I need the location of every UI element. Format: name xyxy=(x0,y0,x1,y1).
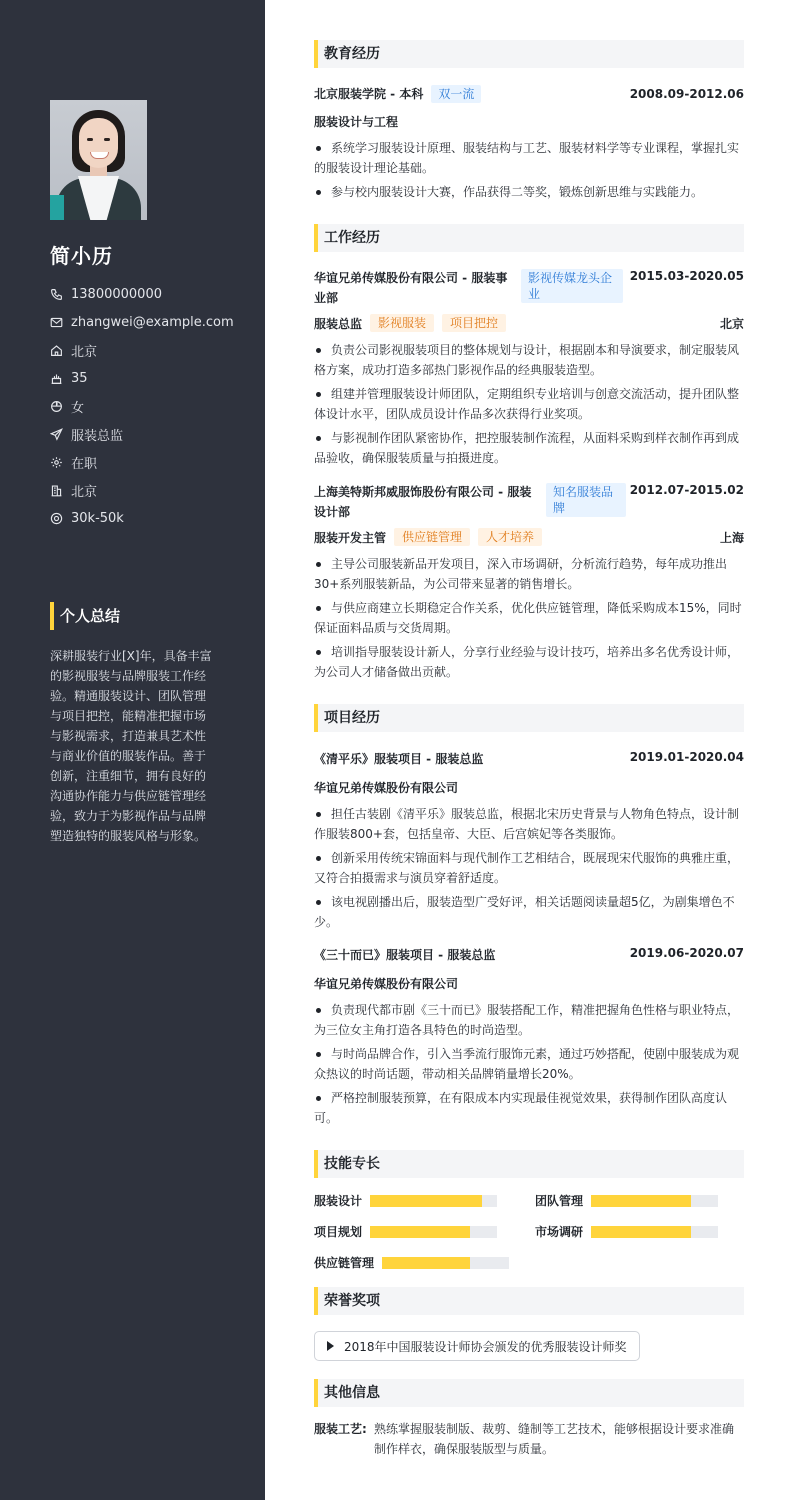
skill-name: 团队管理 xyxy=(535,1194,584,1208)
summary-title: 个人总结 xyxy=(50,602,120,630)
sidebar xyxy=(0,0,265,1500)
project-period: 2019.06-2020.07 xyxy=(629,946,744,960)
award-item[interactable] xyxy=(314,1331,640,1361)
projects-section-title: 项目经历 xyxy=(314,704,744,732)
contact-info-list xyxy=(50,280,234,532)
settings-icon xyxy=(50,456,63,469)
list-item: 与供应商建立长期稳定合作关系，优化供应链管理，降低采购成本15%，同时保证面料品质与交货周期。 xyxy=(314,598,744,638)
job-header xyxy=(314,268,744,308)
project-name: 《三十而已》服装项目 - 服装总监 xyxy=(314,948,496,962)
info-gender xyxy=(50,392,234,420)
list-item: 负责公司影视服装项目的整体规划与设计，根据剧本和导演要求，制定服装风格方案，成功打造多部热门影视作品的经典服装造型。 xyxy=(314,340,744,380)
project-header xyxy=(314,946,744,963)
skill-bar-fill xyxy=(591,1226,691,1238)
building-icon xyxy=(50,484,63,497)
gender-icon xyxy=(50,400,63,413)
project-org: 华谊兄弟传媒股份有限公司 xyxy=(314,977,459,991)
education-header xyxy=(314,85,744,103)
project-name: 《清平乐》服装项目 - 服装总监 xyxy=(314,752,484,766)
school-tag: 双一流 xyxy=(431,85,481,103)
main-content xyxy=(314,40,744,1459)
list-item: 培训指导服装设计新人，分享行业经验与设计技巧，培养出多名优秀设计师，为公司人才储备做出贡献。 xyxy=(314,642,744,682)
job-tag: 项目把控 xyxy=(442,314,506,332)
avatar xyxy=(50,100,147,220)
mail-icon xyxy=(50,316,63,329)
job-tag: 人才培养 xyxy=(478,528,542,546)
list-item: 担任古装剧《清平乐》服装总监，根据北宋历史背景与人物角色特点，设计制作服装800+套，包括皇帝、大臣、后宫嫔妃等各类服饰。 xyxy=(314,804,744,844)
awards-section-title: 荣誉奖项 xyxy=(314,1287,744,1315)
list-item: 该电视剧播出后，服装造型广受好评，相关话题阅读量超5亿，为剧集增色不少。 xyxy=(314,892,744,932)
project-org-line xyxy=(314,779,744,796)
skill-bar-fill xyxy=(370,1195,482,1207)
job-role: 服装开发主管 xyxy=(314,530,387,545)
skill-item xyxy=(314,1254,535,1271)
gender-value: 女 xyxy=(71,400,85,416)
major-text: 服装设计与工程 xyxy=(314,115,399,129)
education-bullets xyxy=(314,138,744,202)
salary-value: 30k-50k xyxy=(71,510,124,526)
job-bullets xyxy=(314,340,744,468)
company-name: 上海美特斯邦威服饰股份有限公司 - 服装设计部 xyxy=(314,485,532,519)
job-tag: 供应链管理 xyxy=(394,528,470,546)
info-status xyxy=(50,448,234,476)
skills-section-title: 技能专长 xyxy=(314,1150,744,1178)
list-item: 创新采用传统宋锦面料与现代制作工艺相结合，既展现宋代服饰的典雅庄重，又符合拍摄需求与演员穿着舒适度。 xyxy=(314,848,744,888)
project-bullets xyxy=(314,804,744,932)
skill-item xyxy=(314,1223,535,1240)
skill-bar-fill xyxy=(382,1257,470,1269)
list-item: 参与校内服装设计大赛，作品获得二等奖，锻炼创新思维与实践能力。 xyxy=(314,182,744,202)
info-age xyxy=(50,364,234,392)
summary-text: 深耕服装行业[X]年，具备丰富的影视服装与品牌服装工作经验。精通服装设计、团队管理与项目把控，能精准把握市场与影视需求，打造兼具艺术性与商业价值的服装作品。善于创新，注重细节，拥有良好的沟通协作能力与供应链管理经验，致力于为影视作品与品牌塑造独特的服装风格与形象。 xyxy=(50,649,212,843)
play-triangle-icon xyxy=(327,1341,334,1351)
job-header xyxy=(314,482,744,522)
skill-item xyxy=(314,1192,535,1209)
job-city: 上海 xyxy=(719,530,744,545)
job-entry xyxy=(314,482,744,682)
phone-value: 13800000000 xyxy=(71,286,162,302)
project-period: 2019.01-2020.04 xyxy=(629,750,744,764)
job-role: 服装总监 xyxy=(314,316,363,331)
job-role-line xyxy=(314,314,744,332)
list-item: 系统学习服装设计原理、服装结构与工艺、服装材料学等专业课程，掌握扎实的服装设计理论基础。 xyxy=(314,138,744,178)
position-value: 服装总监 xyxy=(71,428,124,444)
school-name: 北京服装学院 - 本科 xyxy=(314,87,424,101)
project-entry xyxy=(314,750,744,932)
send-icon xyxy=(50,428,63,441)
status-value: 在职 xyxy=(71,456,98,472)
list-item: 与时尚品牌合作，引入当季流行服饰元素，通过巧妙搭配，使剧中服装成为观众热议的时尚话题，带动相关品牌销量增长20%。 xyxy=(314,1044,744,1084)
location-value: 北京 xyxy=(71,344,98,360)
skill-bar xyxy=(370,1195,497,1207)
skill-name: 项目规划 xyxy=(314,1225,363,1239)
info-location xyxy=(50,336,234,364)
project-org: 华谊兄弟传媒股份有限公司 xyxy=(314,781,459,795)
project-entry xyxy=(314,946,744,1128)
phone-icon xyxy=(50,288,63,301)
skills-grid xyxy=(314,1192,744,1271)
education-period: 2008.09-2012.06 xyxy=(629,87,744,101)
award-text: 2018年中国服装设计师协会颁发的优秀服装设计师奖 xyxy=(344,1339,627,1354)
skill-bar xyxy=(591,1195,718,1207)
info-salary xyxy=(50,504,234,532)
skill-bar xyxy=(382,1257,509,1269)
job-bullets xyxy=(314,554,744,682)
education-major xyxy=(314,113,744,130)
work-section-title: 工作经历 xyxy=(314,224,744,252)
email-value: zhangwei@example.com xyxy=(71,314,234,330)
info-target-city xyxy=(50,476,234,504)
skill-item xyxy=(535,1192,744,1209)
skill-bar-fill xyxy=(591,1195,691,1207)
skill-bar xyxy=(370,1226,497,1238)
coin-icon xyxy=(50,512,63,525)
other-label: 服装工艺: xyxy=(314,1422,367,1436)
job-tag: 影视服装 xyxy=(370,314,434,332)
company-name: 华谊兄弟传媒股份有限公司 - 服装事业部 xyxy=(314,271,508,305)
project-header xyxy=(314,750,744,767)
target-city-value: 北京 xyxy=(71,484,98,500)
job-role-line xyxy=(314,528,744,546)
info-email xyxy=(50,308,234,336)
info-phone xyxy=(50,280,234,308)
cake-icon xyxy=(50,372,63,385)
job-city: 北京 xyxy=(719,316,744,331)
job-period: 2015.03-2020.05 xyxy=(629,269,744,283)
skill-name: 服装设计 xyxy=(314,1194,363,1208)
education-section-title: 教育经历 xyxy=(314,40,744,68)
list-item: 负责现代都市剧《三十而已》服装搭配工作，精准把握角色性格与职业特点，为三位女主角打造各具特色的时尚造型。 xyxy=(314,1000,744,1040)
job-period: 2012.07-2015.02 xyxy=(629,483,744,497)
info-position xyxy=(50,420,234,448)
skill-name: 供应链管理 xyxy=(314,1256,375,1270)
other-info xyxy=(314,1419,744,1459)
skill-bar xyxy=(591,1226,718,1238)
company-tag: 知名服装品牌 xyxy=(546,483,626,517)
skill-name: 市场调研 xyxy=(535,1225,584,1239)
job-entry xyxy=(314,268,744,468)
other-section-title: 其他信息 xyxy=(314,1379,744,1407)
list-item: 组建并管理服装设计师团队，定期组织专业培训与创意交流活动，提升团队整体设计水平，团队成员设计作品多次获得行业奖项。 xyxy=(314,384,744,424)
skill-item xyxy=(535,1223,744,1240)
home-icon xyxy=(50,344,63,357)
list-item: 与影视制作团队紧密协作，把控服装制作流程，从面料采购到样衣制作再到成品验收，确保服装质量与拍摄进度。 xyxy=(314,428,744,468)
list-item: 主导公司服装新品开发项目，深入市场调研，分析流行趋势，每年成功推出30+系列服装新品，为公司带来显著的销售增长。 xyxy=(314,554,744,594)
list-item: 严格控制服装预算，在有限成本内实现最佳视觉效果，获得制作团队高度认可。 xyxy=(314,1088,744,1128)
skill-bar-fill xyxy=(370,1226,470,1238)
age-value: 35 xyxy=(71,370,88,386)
project-org-line xyxy=(314,975,744,992)
company-tag: 影视传媒龙头企业 xyxy=(521,269,623,303)
candidate-name: 简小历 xyxy=(50,244,113,268)
other-text: 熟练掌握服装制版、裁剪、缝制等工艺技术，能够根据设计要求准确制作样衣，确保服装版型与质量。 xyxy=(374,1422,735,1456)
project-bullets xyxy=(314,1000,744,1128)
